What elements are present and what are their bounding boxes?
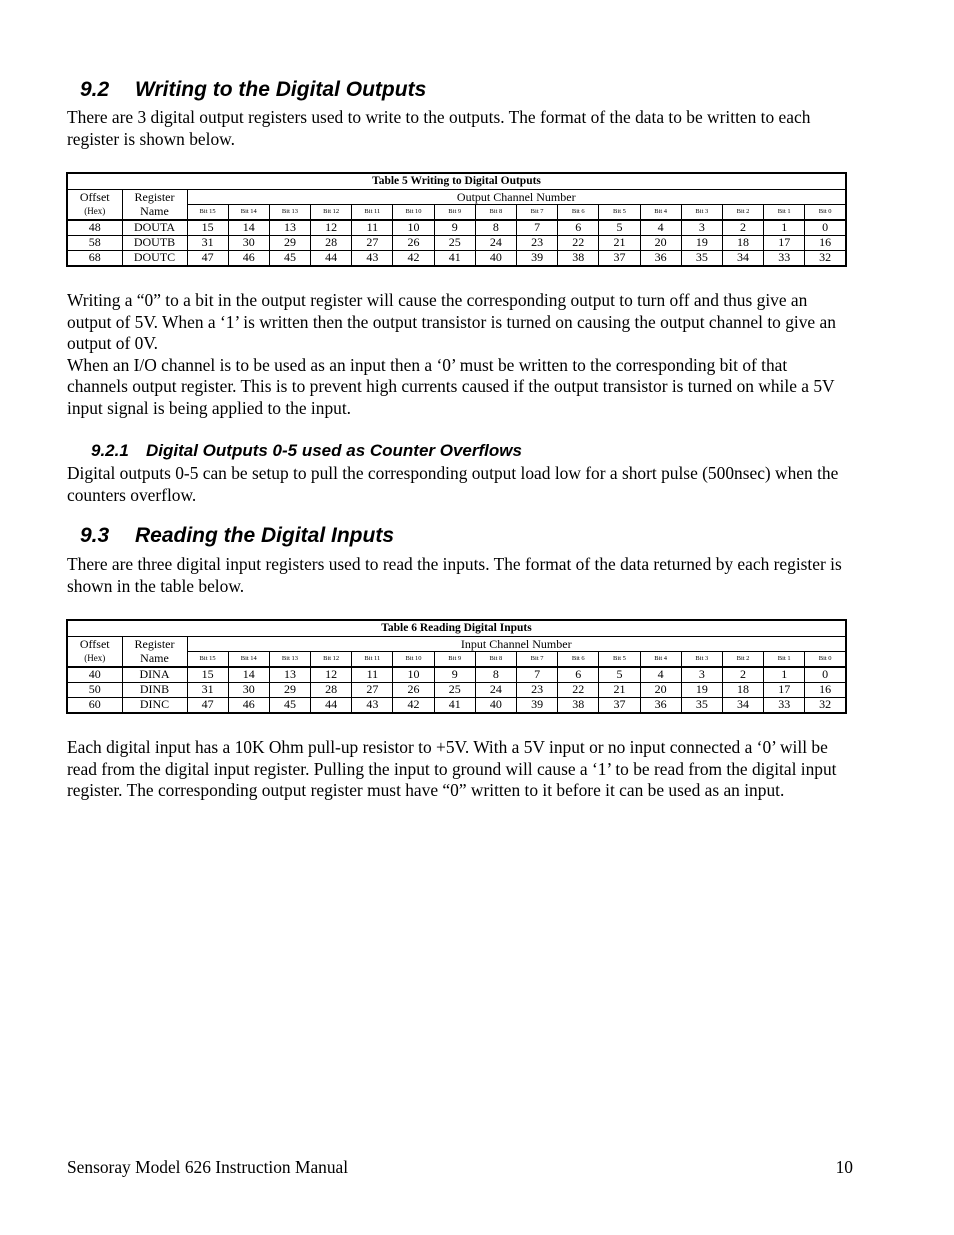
channel-cell: 38 <box>558 697 599 713</box>
channel-cell: 17 <box>764 235 805 250</box>
page-number: 10 <box>835 1157 853 1177</box>
bit-header: Bit 6 <box>558 205 599 220</box>
channel-cell: 5 <box>599 220 640 236</box>
channel-cell: 3 <box>681 220 722 236</box>
channel-cell: 35 <box>681 250 722 266</box>
channel-cell: 44 <box>311 697 352 713</box>
offset-header: Offset <box>67 637 122 652</box>
section-number: 9.2.1 <box>91 441 129 460</box>
channel-cell: 14 <box>228 667 269 683</box>
channel-cell: 46 <box>228 250 269 266</box>
table-reading-digital-inputs <box>66 619 847 714</box>
channel-cell: 11 <box>352 220 393 236</box>
paragraph-text: Each digital input has a 10K Ohm pull-up resistor to +5V. With a 5V input or no input connected a ‘0’ will be read from the digital input register. Pulling the input to ground will cause a ‘1’ to be read from the digital input register. The corresponding output register must have “0” written to it before it can be used as an input. <box>67 737 837 801</box>
bit-header: Bit 4 <box>640 205 681 220</box>
hex-label: (Hex) <box>67 652 122 667</box>
channel-cell: 30 <box>228 682 269 697</box>
channel-cell: 22 <box>558 235 599 250</box>
bit-header: Bit 13 <box>269 205 310 220</box>
channel-cell: 10 <box>393 667 434 683</box>
channel-cell: 13 <box>269 667 310 683</box>
section-heading-9-2-1 <box>91 441 522 461</box>
section-title: Digital Outputs 0-5 used as Counter Overflows <box>146 441 522 460</box>
channel-cell: 34 <box>722 697 763 713</box>
register-name-cell: DINB <box>122 682 187 697</box>
paragraph-text: Digital outputs 0-5 can be setup to pull the corresponding output load low for a short pulse (500nsec) when the counters overflow. <box>67 463 839 505</box>
bit-header: Bit 7 <box>517 205 558 220</box>
channel-cell: 25 <box>434 235 475 250</box>
table-row <box>67 220 846 236</box>
channel-cell: 1 <box>764 667 805 683</box>
register-header: Register <box>122 190 187 205</box>
bit-header: Bit 10 <box>393 652 434 667</box>
channel-cell: 30 <box>228 235 269 250</box>
offset-cell: 40 <box>67 667 122 683</box>
channel-cell: 33 <box>764 250 805 266</box>
channel-cell: 29 <box>269 682 310 697</box>
bit-header: Bit 5 <box>599 652 640 667</box>
paragraph-text: There are three digital input registers used to read the inputs. The format of the data returned by each register is shown in the table below. <box>67 554 842 596</box>
channel-cell: 39 <box>517 250 558 266</box>
channel-cell: 40 <box>475 250 516 266</box>
table-caption: Table 6 Reading Digital Inputs <box>67 620 846 637</box>
bit-header: Bit 10 <box>393 205 434 220</box>
channel-cell: 19 <box>681 235 722 250</box>
channel-cell: 14 <box>228 220 269 236</box>
offset-cell: 58 <box>67 235 122 250</box>
channel-cell: 23 <box>517 235 558 250</box>
channel-cell: 43 <box>352 697 393 713</box>
channel-cell: 36 <box>640 697 681 713</box>
channel-header: Input Channel Number <box>187 637 846 652</box>
bit-header: Bit 12 <box>311 652 352 667</box>
channel-cell: 19 <box>681 682 722 697</box>
paragraph-9-2-intro <box>67 107 849 150</box>
paragraph-text: Writing a “0” to a bit in the output register will cause the corresponding output to turn off and thus give an output of 5V. When a ‘1’ is written then the output transistor is turned on causing the output channel to give an output of 0V. <box>67 290 836 354</box>
table-row <box>67 697 846 713</box>
channel-cell: 35 <box>681 697 722 713</box>
footer-title: Sensoray Model 626 Instruction Manual <box>67 1157 349 1177</box>
section-title: Writing to the Digital Outputs <box>135 78 427 101</box>
table-row <box>67 667 846 683</box>
channel-cell: 44 <box>311 250 352 266</box>
channel-cell: 9 <box>434 667 475 683</box>
channel-cell: 39 <box>517 697 558 713</box>
paragraph-text: There are 3 digital output registers used to write to the outputs. The format of the data to be written to each register is shown below. <box>67 107 811 149</box>
register-header: Register <box>122 637 187 652</box>
channel-cell: 2 <box>722 220 763 236</box>
bit-header: Bit 2 <box>722 205 763 220</box>
bit-header: Bit 1 <box>764 205 805 220</box>
hex-label: (Hex) <box>67 205 122 220</box>
section-heading-9-3 <box>80 524 394 548</box>
section-number: 9.3 <box>80 524 110 547</box>
channel-cell: 41 <box>434 250 475 266</box>
register-name-cell: DOUTB <box>122 235 187 250</box>
channel-cell: 22 <box>558 682 599 697</box>
bit-header: Bit 11 <box>352 652 393 667</box>
channel-cell: 18 <box>722 682 763 697</box>
channel-cell: 17 <box>764 682 805 697</box>
channel-cell: 21 <box>599 235 640 250</box>
offset-cell: 60 <box>67 697 122 713</box>
offset-cell: 68 <box>67 250 122 266</box>
bit-header: Bit 0 <box>805 205 846 220</box>
channel-cell: 20 <box>640 682 681 697</box>
channel-cell: 8 <box>475 667 516 683</box>
channel-cell: 32 <box>805 697 846 713</box>
table-row <box>67 682 846 697</box>
register-name-cell: DOUTA <box>122 220 187 236</box>
channel-cell: 31 <box>187 682 228 697</box>
bit-header: Bit 3 <box>681 652 722 667</box>
channel-cell: 27 <box>352 235 393 250</box>
channel-cell: 6 <box>558 667 599 683</box>
register-name-cell: DINA <box>122 667 187 683</box>
paragraph-9-2-body <box>67 290 849 420</box>
channel-cell: 4 <box>640 220 681 236</box>
bit-header: Bit 5 <box>599 205 640 220</box>
channel-cell: 7 <box>517 667 558 683</box>
bit-header: Bit 15 <box>187 652 228 667</box>
offset-header: Offset <box>67 190 122 205</box>
channel-header: Output Channel Number <box>187 190 846 205</box>
channel-cell: 31 <box>187 235 228 250</box>
channel-cell: 33 <box>764 697 805 713</box>
channel-cell: 18 <box>722 235 763 250</box>
channel-cell: 3 <box>681 667 722 683</box>
paragraph-text: When an I/O channel is to be used as an input then a ‘0’ must be written to the corresponding bit of that channels output register. This is to prevent high currents caused if the output transistor is turned on while a 5V input signal is being applied to the input. <box>67 354 835 418</box>
bit-header: Bit 14 <box>228 205 269 220</box>
section-heading-9-2 <box>80 78 426 102</box>
channel-cell: 42 <box>393 250 434 266</box>
page-footer <box>67 1157 853 1178</box>
channel-cell: 16 <box>805 682 846 697</box>
table-writing-digital-outputs <box>66 172 847 267</box>
register-name-label: Name <box>122 205 187 220</box>
channel-cell: 12 <box>311 220 352 236</box>
channel-cell: 34 <box>722 250 763 266</box>
channel-cell: 47 <box>187 697 228 713</box>
channel-cell: 13 <box>269 220 310 236</box>
bit-header: Bit 1 <box>764 652 805 667</box>
paragraph-9-3-intro <box>67 554 849 597</box>
channel-cell: 5 <box>599 667 640 683</box>
channel-cell: 24 <box>475 235 516 250</box>
paragraph-9-3-body <box>67 737 849 802</box>
offset-cell: 50 <box>67 682 122 697</box>
bit-header: Bit 8 <box>475 652 516 667</box>
channel-cell: 45 <box>269 697 310 713</box>
channel-cell: 47 <box>187 250 228 266</box>
bit-header: Bit 14 <box>228 652 269 667</box>
channel-cell: 7 <box>517 220 558 236</box>
channel-cell: 2 <box>722 667 763 683</box>
channel-cell: 15 <box>187 667 228 683</box>
channel-cell: 1 <box>764 220 805 236</box>
channel-cell: 26 <box>393 235 434 250</box>
channel-cell: 0 <box>805 220 846 236</box>
bit-header: Bit 9 <box>434 205 475 220</box>
bit-header: Bit 7 <box>517 652 558 667</box>
channel-cell: 45 <box>269 250 310 266</box>
offset-cell: 48 <box>67 220 122 236</box>
bit-header: Bit 2 <box>722 652 763 667</box>
channel-cell: 21 <box>599 682 640 697</box>
bit-header: Bit 13 <box>269 652 310 667</box>
channel-cell: 42 <box>393 697 434 713</box>
section-title: Reading the Digital Inputs <box>135 524 395 547</box>
channel-cell: 12 <box>311 667 352 683</box>
bit-header: Bit 6 <box>558 652 599 667</box>
channel-cell: 23 <box>517 682 558 697</box>
channel-cell: 11 <box>352 667 393 683</box>
section-number: 9.2 <box>80 78 110 101</box>
channel-cell: 28 <box>311 682 352 697</box>
channel-cell: 6 <box>558 220 599 236</box>
channel-cell: 41 <box>434 697 475 713</box>
channel-cell: 38 <box>558 250 599 266</box>
register-name-cell: DINC <box>122 697 187 713</box>
bit-header: Bit 9 <box>434 652 475 667</box>
paragraph-9-2-1 <box>67 463 849 506</box>
table-caption: Table 5 Writing to Digital Outputs <box>67 173 846 190</box>
bit-header: Bit 12 <box>311 205 352 220</box>
channel-cell: 37 <box>599 697 640 713</box>
channel-cell: 26 <box>393 682 434 697</box>
channel-cell: 4 <box>640 667 681 683</box>
channel-cell: 25 <box>434 682 475 697</box>
channel-cell: 0 <box>805 667 846 683</box>
channel-cell: 40 <box>475 697 516 713</box>
channel-cell: 28 <box>311 235 352 250</box>
channel-cell: 37 <box>599 250 640 266</box>
channel-cell: 36 <box>640 250 681 266</box>
channel-cell: 16 <box>805 235 846 250</box>
register-name-label: Name <box>122 652 187 667</box>
channel-cell: 24 <box>475 682 516 697</box>
bit-header: Bit 8 <box>475 205 516 220</box>
bit-header: Bit 11 <box>352 205 393 220</box>
channel-cell: 8 <box>475 220 516 236</box>
bit-header: Bit 15 <box>187 205 228 220</box>
table-row <box>67 235 846 250</box>
register-name-cell: DOUTC <box>122 250 187 266</box>
channel-cell: 29 <box>269 235 310 250</box>
channel-cell: 20 <box>640 235 681 250</box>
channel-cell: 15 <box>187 220 228 236</box>
channel-cell: 43 <box>352 250 393 266</box>
channel-cell: 27 <box>352 682 393 697</box>
channel-cell: 10 <box>393 220 434 236</box>
channel-cell: 9 <box>434 220 475 236</box>
channel-cell: 46 <box>228 697 269 713</box>
bit-header: Bit 3 <box>681 205 722 220</box>
channel-cell: 32 <box>805 250 846 266</box>
bit-header: Bit 0 <box>805 652 846 667</box>
table-row <box>67 250 846 266</box>
bit-header: Bit 4 <box>640 652 681 667</box>
